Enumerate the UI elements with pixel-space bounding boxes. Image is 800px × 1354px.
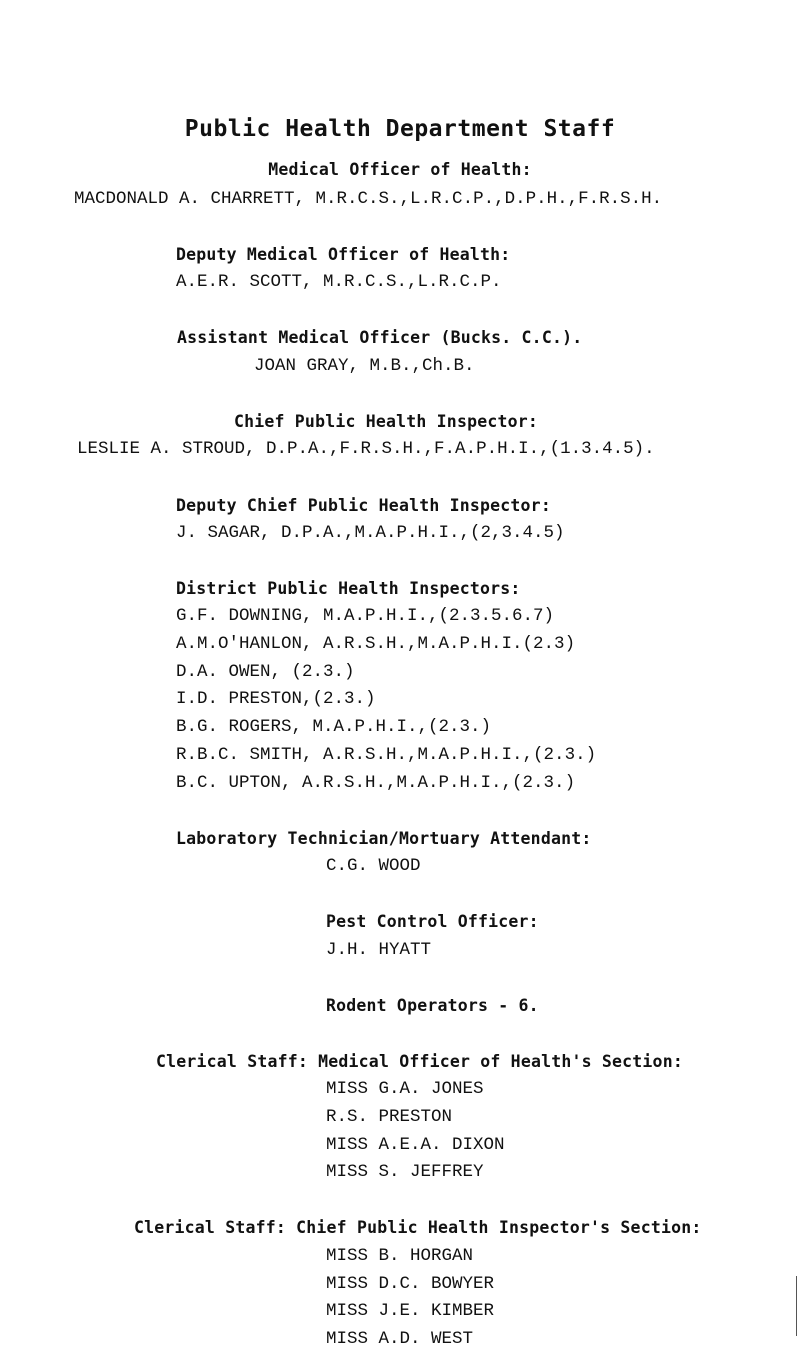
clerical-cphi-item: MISS B. HORGAN xyxy=(326,1246,474,1266)
moh-heading: Medical Officer of Health: xyxy=(268,160,532,179)
clerical-cphi-item: MISS A.D. WEST xyxy=(326,1329,474,1349)
assistant-mo-name: JOAN GRAY, M.B.,Ch.B. xyxy=(254,356,475,376)
clerical-moh-item: MISS S. JEFFREY xyxy=(326,1162,484,1182)
chief-phi-name: LESLIE A. STROUD, D.P.A.,F.R.S.H.,F.A.P.H.I.,(1.3.4.5). xyxy=(77,439,655,459)
pest-control-heading: Pest Control Officer: xyxy=(326,912,539,931)
clerical-moh-heading: Clerical Staff: Medical Officer of Health's Section: xyxy=(156,1052,683,1071)
clerical-cphi-item: MISS D.C. BOWYER xyxy=(326,1274,495,1294)
clerical-moh-item: MISS G.A. JONES xyxy=(326,1079,484,1099)
district-phi-heading: District Public Health Inspectors: xyxy=(176,579,521,598)
deputy-moh-heading: Deputy Medical Officer of Health: xyxy=(176,245,511,264)
district-phi-item: B.G. ROGERS, M.A.P.H.I.,(2.3.) xyxy=(176,717,492,737)
deputy-moh-name: A.E.R. SCOTT, M.R.C.S.,L.R.C.P. xyxy=(176,272,502,292)
deputy-chief-phi-heading: Deputy Chief Public Health Inspector: xyxy=(176,496,551,515)
rodent-operators-heading: Rodent Operators - 6. xyxy=(326,996,539,1015)
moh-name: MACDONALD A. CHARRETT, M.R.C.S.,L.R.C.P.,D.P.H.,F.R.S.H. xyxy=(74,189,663,209)
clerical-cphi-heading: Clerical Staff: Chief Public Health Inspector's Section: xyxy=(134,1218,702,1237)
lab-technician-heading: Laboratory Technician/Mortuary Attendant: xyxy=(176,829,592,848)
chief-phi-heading: Chief Public Health Inspector: xyxy=(234,412,539,431)
district-phi-item: D.A. OWEN, (2.3.) xyxy=(176,662,355,682)
district-phi-item: G.F. DOWNING, M.A.P.H.I.,(2.3.5.6.7) xyxy=(176,606,555,626)
page-title: Public Health Department Staff xyxy=(184,116,616,142)
lab-technician-name: C.G. WOOD xyxy=(326,856,421,876)
pest-control-name: J.H. HYATT xyxy=(326,940,432,960)
district-phi-item: B.C. UPTON, A.R.S.H.,M.A.P.H.I.,(2.3.) xyxy=(176,773,576,793)
district-phi-item: R.B.C. SMITH, A.R.S.H.,M.A.P.H.I.,(2.3.) xyxy=(176,745,597,765)
deputy-chief-phi-name: J. SAGAR, D.P.A.,M.A.P.H.I.,(2,3.4.5) xyxy=(176,523,565,543)
clerical-moh-item: MISS A.E.A. DIXON xyxy=(326,1135,505,1155)
district-phi-item: A.M.O'HANLON, A.R.S.H.,M.A.P.H.I.(2.3) xyxy=(176,634,576,654)
clerical-moh-item: R.S. PRESTON xyxy=(326,1107,453,1127)
assistant-mo-heading: Assistant Medical Officer (Bucks. C.C.). xyxy=(177,328,583,347)
scan-edge-mark xyxy=(796,1276,797,1336)
clerical-cphi-item: MISS J.E. KIMBER xyxy=(326,1301,495,1321)
district-phi-item: I.D. PRESTON,(2.3.) xyxy=(176,689,376,709)
